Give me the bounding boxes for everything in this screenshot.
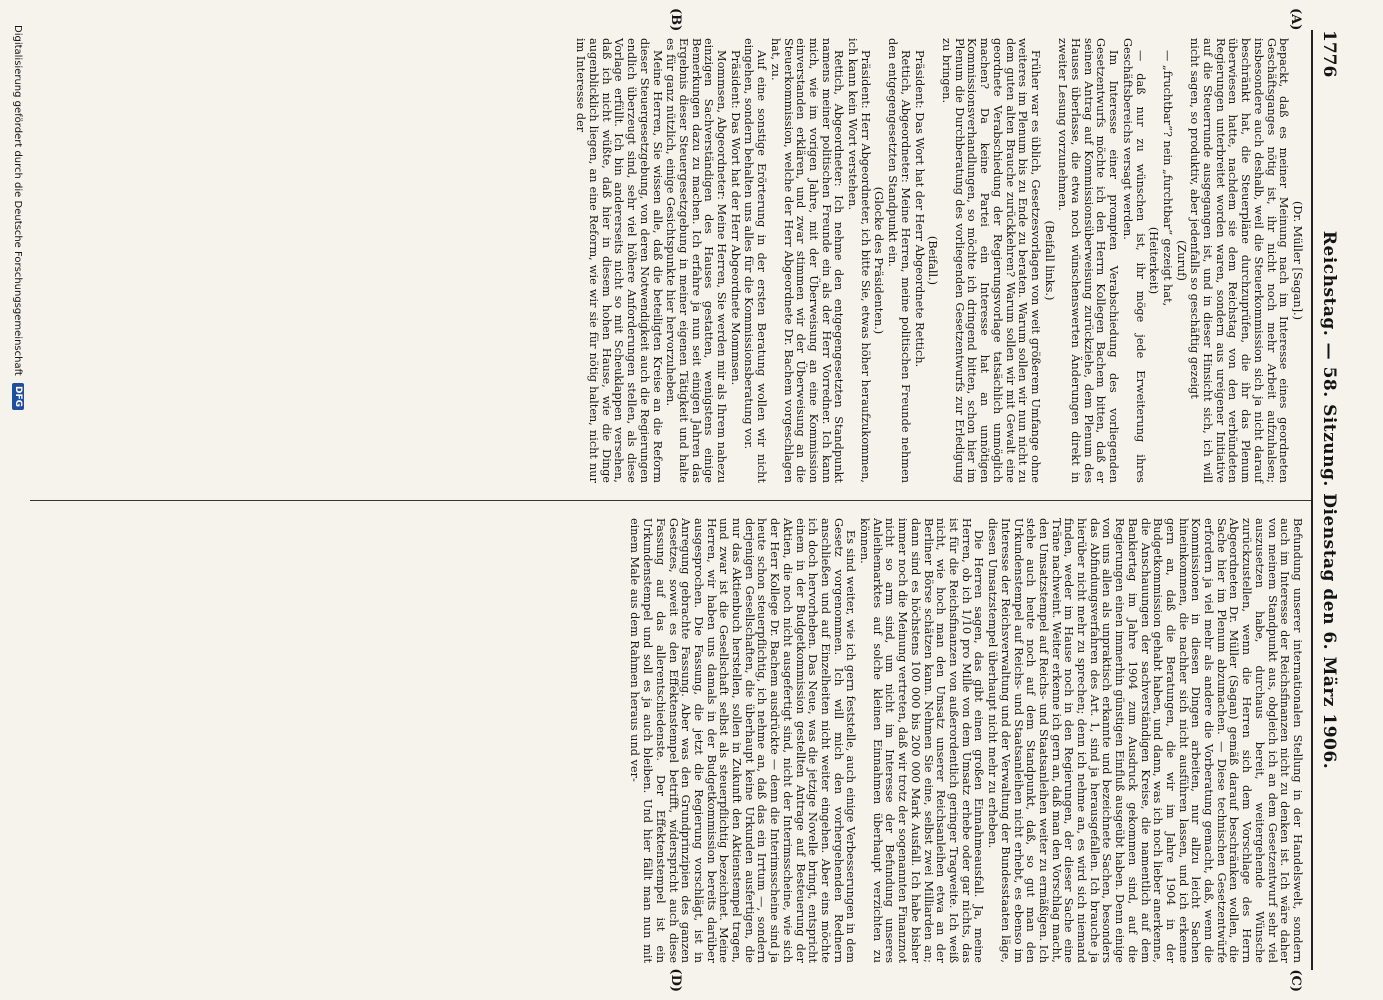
paragraph: Meine Herren, Sie wissen alle, daß die beteiligten Kreise an die Reform dieser Steuergesetzgebung, von deren Notwendigkeit auch die Regierungen endlich überzeugt sind, sehr viel höhere Anforderungen stellen, als diese Vorlage erfüllt. Ich bin andererseits nicht so mit Scheuklappen versehen, daß ich nicht wüßte, daß hier in diesem hohen Hause, wie die Dinge augenblicklich liegen, an eine Reform, wie wir sie für nötig halten, nicht nur im Interesse der: [574, 38, 664, 483]
interjection: (Zuruf): [1174, 240, 1188, 281]
page-header: [1311, 30, 1343, 970]
margin-marker-b: (B): [668, 8, 683, 32]
footer-text: Digitalisierung gefördert durch die Deutsche Forschungsgemeinschaft: [12, 25, 23, 376]
paragraph: Es sind weiter, wie ich gern feststelle, auch einige Verbesserungen in dem Gesetz vorgenommen. Ich will mich den vorhergehenden Rednern anschließen und auf Einzelheiten nicht weiter eingehen. Aber eins möchte ich doch hervorheben. Das Neue, was die jetzige Novelle bringt, entspricht einem in der Budgetkommission gestellten Antrage auf Besteuerung der Aktien, die noch nicht ausgefertigt sind, nicht der Interimsscheine, wie sich der Herr Kollege Dr. Bachem ausdrückte — denn die Interimsscheine sind ja heute schon steuerpflichtig, ich nehme an, daß das ein Irrtum —, sondern derjenigen Gesellschaften, die überhaupt keine Urkunden ausfertigen, die nur das Aktienbuch herstellen, sollen in Zukunft den Aktienstempel tragen, und zwar ist die Gesellschaft selbst als steuerpflichtig bezeichnet. Meine Herren, wir haben uns damals in der Budgetkommission bereits darüber ausgesprochen. Die Fassung, die jetzt die Regierung vorschlägt, ist in Anregung gebrachte Fassung. Aber was den Grundprinzipien des ganzen Gesetzes, soweit es den Effektenstempel betrifft, widerspricht auch diese Fassung auf das allerentschiedenste. Der Effektenstempel ist ein Urkundenstempel und soll es ja auch bleiben. Und hier fällt man nun mit einem Male aus dem Rahmen heraus und ver-: [628, 518, 858, 963]
margin-marker-c: (C): [1288, 969, 1303, 992]
paragraph: Präsident: Das Wort hat der Herr Abgeordnete Mommsen.: [728, 50, 742, 386]
interjection: (Heiterkeit): [1147, 226, 1161, 295]
digitization-footer: [4, 25, 24, 975]
right-column: [30, 518, 1303, 963]
paragraph: bepackt, daß es meiner Meinung nach im Interesse eines geordneten Geschäftsganges nötig ist, ihr nicht noch mehr Arbeit aufzuhalsen; insbesondere auch deshalb, weil die Steuerkommission sich ja nicht darauf beschränkt hat, die Steuerpläne durchzuprüfen, die ihr das Plenum überwiesen hatte, nachdem sie dem Reichstag von den verbündeten Regierungen unterbreitet worden waren, sondern aus ureigener Initiative auf die Steuerrunde ausgegangen ist, und in dieser Hinsicht sich, ich will nicht sagen, so produktiv, aber jedenfalls so geschäftig gezeigt: [1188, 38, 1291, 483]
interjection: (Beifall.): [926, 235, 940, 286]
column-divider: [30, 500, 1311, 501]
paragraph: Rettich, Abgeordneter: Ich nehme den entgegengesetzten Standpunkt namens meiner politischen Freunde ein als der Herr Vorredner. Ich kann mich, wie im vorigen Jahre, mit der Überweisung an eine Kommission einverstanden erklären, und zwar stimmen wir der Überweisung an die Steuerkommission, welche der Herr Abgeordnete Dr. Bachem vorgeschlagen hat, zu.: [768, 38, 846, 483]
dfg-logo: DFG: [12, 383, 24, 410]
page-number: 1776: [1319, 30, 1339, 78]
margin-marker-a: (A): [1288, 8, 1303, 31]
paragraph: Früher war es üblich, Gesetzesvorlagen von weit größerem Umfange ohne weiteres im Plenum bis zu Ende zu beraten. Warum sollen wir nun nicht zu dem guten alten Brauche zurückkehren? Warum sollen wir mit Gewalt eine geordnete Verabschiedung der Regierungsvorlage tatsächlich unmöglich machen? Da keine Partei ein Interesse hat an unnötigen Kommissionsverhandlungen, so möchte ich dringend bitten, schon hier im Plenum die Durchberatung des vorliegenden Gesetzentwurfs zur Erledigung zu bringen.: [940, 38, 1042, 483]
paragraph: Präsident: Das Wort hat der Herr Abgeordnete Rettich.: [912, 50, 926, 368]
paragraph: Die Herren sagen, das gibt einen großen Einnahmeausfall. Ja, meine Herren, ob ich 1/10 pro Mille von dem Umsatz erhebe oder gar nichts, das ist für die Reichsfinanzen von außerordentlich geringer Tragweite. Ich weiß nicht, wie hoch man den Umsatz unserer Reichsanleihen etwa an der Berliner Börse schätzen kann. Nehmen Sie eine, selbst zwei Milliarden an; dann sind es höchstens 100 000 bis 200 000 Mark Ausfall. Ich habe bisher immer noch die Meinung vertreten, daß wir trotz der sogenannten Finanznot nicht so arm sind, um nicht im Interesse der Befundung unseres Anleihemarktes auf solche kleinen Einnahmen überhaupt verzichten zu können.: [858, 518, 986, 963]
interjection: (Beifall links.): [1042, 220, 1056, 301]
paragraph: Rettich, Abgeordneter: Meine Herren, meine politischen Freunde nehmen den entgegengesetzten Standpunkt ein.: [886, 38, 912, 483]
paragraph: — daß nur zu wünschen ist, ihr möge jede Erweiterung ihres Geschäftsbereichs versagt werden.: [1120, 38, 1147, 483]
margin-marker-d: (D): [668, 968, 683, 992]
paragraph: Auf eine sonstige Erörterung in der ersten Beratung wollen wir nicht eingehen, sondern behalten uns alles für die Kommissionsberatung vor.: [742, 38, 769, 483]
page-title: Reichstag. — 58. Sitzung. Dienstag den 6. März 1906.: [1319, 230, 1339, 770]
interjection: (Glocke des Präsidenten.): [872, 186, 886, 335]
paragraph: — „fruchtbar“? nein „furchtbar“ gezeigt hat,: [1160, 50, 1174, 307]
paragraph: Mommsen, Abgeordneter: Meine Herren, Sie werden mir als Ihrem nahezu einzigen Sachverständigen des Hauses gestatten, wenigstens einige Bemerkungen dazu zu machen. Ich erfahre ja nun seit einigen Jahren das Ergebnis dieser Steuergesetzgebung in meiner eigenen Tätigkeit und halte es für ganz nützlich, einige Gesichtspunkte hier hervorzuheben.: [664, 38, 729, 483]
paragraph: Präsident: Herr Abgeordneter, ich bitte Sie, etwas höher heraufzukommen, ich kann kein Wort verstehen.: [846, 38, 872, 483]
paragraph: Im Interesse einer prompten Verabschiedung des vorliegenden Gesetzentwurfs möchte ich den Herrn Kollegen Bachem bitten, daß er seinen Antrag auf Kommissionsüberweisung zurückziehe, dem Plenum des Hauses überlasse, die etwa noch wünschenswerten Änderungen direkt in zweiter Lesung vorzunehmen.: [1056, 38, 1121, 483]
left-column: [30, 38, 1303, 483]
paragraph: Befundung unserer internationalen Stellung in der Handelswelt, sondern auch im Interesse der Reichsfinanzen nicht zu denken ist. Ich wäre daher von meinem Standpunkt aus, obgleich ich an dem Gesetzentwurf sehr viel auszusetzen habe, durchaus bereit, weitergehende Wünsche zurückzustellen, wenn die Herren sich dem Vorschlage des Herrn Abgeordneten Dr. Müller (Sagan) gemäß darauf beschränken wollen, die Sache hier im Plenum abzumachen. — Diese technischen Gesetzentwürfe erfordern ja viel mehr als andere die Vorberatung gemacht, daß, wenn die Kommissionen in diesen Dingen arbeiten, nur allzu leicht Sachen hineinkommen, die nachher sich nicht ausführen lassen, und ich erkenne gern an, daß die Beratungen, die wir im Jahre 1904 in der Budgetkommission gehabt haben, und dann, was ich noch lieber anerkenne, die Anschauungen der sachverständigen Kreise, die namentlich auf dem Bankiertag im Jahre 1904 zum Ausdruck gekommen sind, auf die Regierungen einen immerhin günstigen Einfluß ausgeübt haben. Denn einige von uns allen als unpraktisch erkannte und bezeichnete Sachen, besonders das Abfindungsverfahren des Art. 1, sind ja herausgefallen. Ich brauche ja hierüber nicht mehr zu sprechen; denn ich nehme an, es wird sich niemand finden, weder im Hause noch in den Regierungen, der dieser Sache eine Träne nachweint. Weiter erkenne ich gern an, daß man den Vorschlag macht, den Umsatzstempel auf Reichs- und Staatsanleihen weiter zu ermäßigen. Ich stehe auch heute noch auf dem Standpunkt, daß, so gut man den Urkundenstempel auf Reichs- und Staatsanleihen nicht erhebt, es ebenso im Interesse der Reichsverwaltung und der Verwaltung der Bundesstaaten läge, diesen Umsatzstempel überhaupt nicht mehr zu erheben.: [986, 518, 1304, 963]
speaker-heading: (Dr. Müller [Sagan].): [1291, 200, 1304, 321]
